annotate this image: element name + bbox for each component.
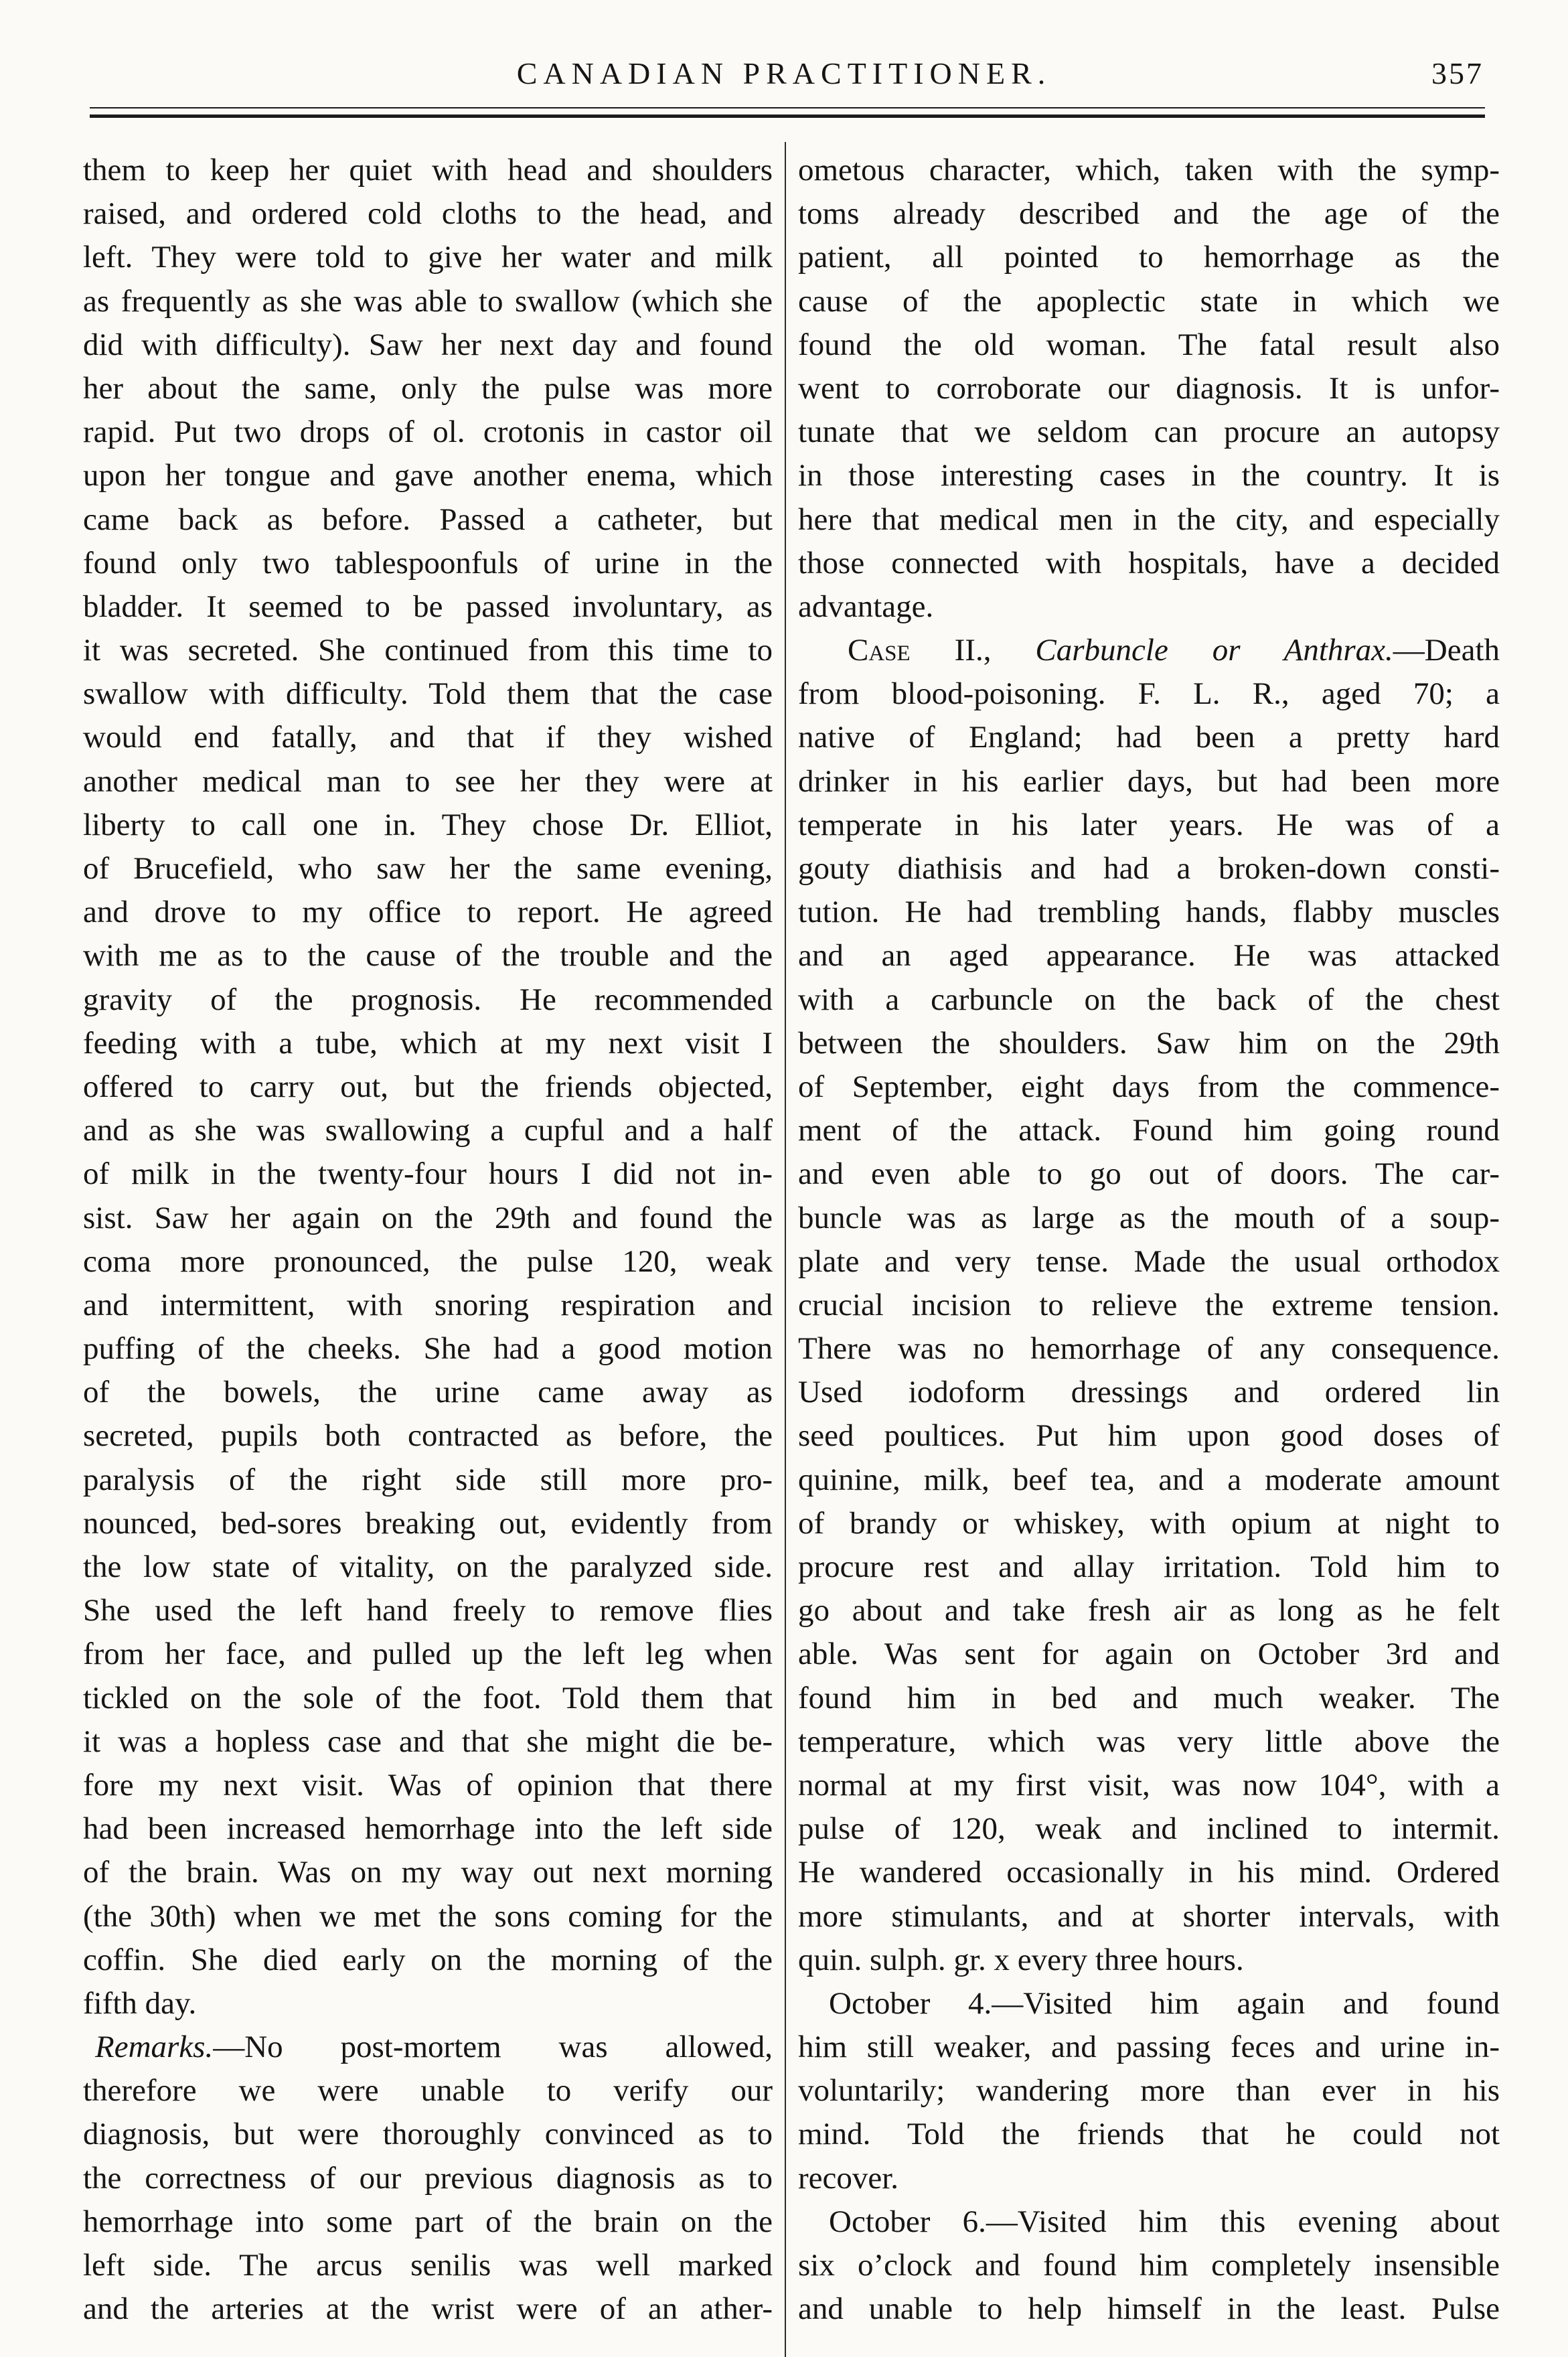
running-title: CANADIAN PRACTITIONER. — [516, 56, 1052, 90]
text-line: between the shoulders. Saw him on the 29th — [798, 1025, 1500, 1061]
text-line: went to corroborate our diagnosis. It is unfor- — [798, 370, 1500, 406]
text-line: seed poultices. Put him upon good doses of — [798, 1418, 1500, 1454]
text-line: the correctness of our previous diagnosis as to — [83, 2160, 773, 2196]
case-heading-rest: —Death — [1393, 633, 1500, 668]
header-rule-thick — [90, 115, 1485, 118]
text-line: Used iodoform dressings and ordered lin — [798, 1375, 1500, 1410]
text-line: crucial incision to relieve the extreme tension. — [798, 1287, 1500, 1322]
text-line: bladder. It seemed to be passed involuntary, as — [83, 589, 773, 624]
remarks-first-line-text: —No post-mortem was allowed, — [213, 2030, 773, 2065]
text-line: sist. Saw her again on the 29th and found the — [83, 1200, 773, 1235]
text-line: advantage. — [798, 589, 934, 624]
case-ii-paragraph — [798, 629, 1500, 1982]
text-line: plate and very tense. Made the usual orthodox — [798, 1243, 1500, 1279]
text-line: and an aged appearance. He was attacked — [798, 938, 1500, 974]
text-line: it was a hopless case and that she might die be- — [83, 1724, 773, 1759]
text-line: of brandy or whiskey, with opium at night to — [798, 1505, 1500, 1541]
remarks-label: Remarks. — [95, 2030, 214, 2065]
text-line: able. Was sent for again on October 3rd and — [798, 1637, 1500, 1672]
text-line: and as she was swallowing a cupful and a half — [83, 1113, 773, 1148]
text-line: of the bowels, the urine came away as — [83, 1375, 773, 1410]
text-line: found the old woman. The fatal result also — [798, 327, 1500, 362]
text-line: quinine, milk, beef tea, and a moderate amount — [798, 1462, 1500, 1497]
text-line: October 4.—Visited him again and found — [829, 1985, 1500, 2021]
text-line: came back as before. Passed a catheter, but — [83, 502, 773, 537]
text-line: six o’clock and found him completely insensible — [798, 2248, 1500, 2283]
text-line: temperature, which was very little above the — [798, 1724, 1500, 1759]
text-line: in those interesting cases in the country. It is — [798, 458, 1500, 493]
text-line: ometous character, which, taken with the symp- — [798, 153, 1500, 187]
text-line: voluntarily; wandering more than ever in his — [798, 2073, 1500, 2109]
text-line: the low state of vitality, on the paralyzed side. — [83, 1549, 773, 1584]
text-line: from her face, and pulled up the left leg when — [83, 1637, 773, 1672]
text-line: them to keep her quiet with head and shoulders — [83, 153, 773, 187]
text-line: He wandered occasionally in his mind. Ordered — [798, 1855, 1500, 1890]
text-line: nounced, bed-sores breaking out, evidently from — [83, 1505, 773, 1541]
header-rule-thin — [90, 107, 1485, 108]
text-line: of milk in the twenty-four hours I did not in- — [83, 1156, 773, 1192]
text-line: and even able to go out of doors. The car- — [798, 1156, 1500, 1192]
text-line: left side. The arcus senilis was well marked — [83, 2248, 773, 2283]
text-line: (the 30th) when we met the sons coming for the — [83, 1898, 773, 1934]
text-line: puffing of the cheeks. She had a good motion — [83, 1331, 773, 1367]
case-heading-line — [798, 629, 1500, 672]
case-ii-lines — [798, 672, 1500, 1982]
text-line: would end fatally, and that if they wished — [83, 720, 773, 755]
text-line: paralysis of the right side still more pro- — [83, 1462, 773, 1497]
text-line: tunate that we seldom can procure an autopsy — [798, 414, 1500, 450]
continued-paragraph — [83, 149, 773, 2026]
text-line: and intermittent, with snoring respiration and — [83, 1287, 773, 1322]
text-line: patient, all pointed to hemorrhage as the — [798, 240, 1500, 275]
text-line: coffin. She died early on the morning of the — [83, 1942, 773, 1977]
text-line: swallow with difficulty. Told them that the case — [83, 676, 773, 712]
text-line: tution. He had trembling hands, flabby muscles — [798, 895, 1500, 930]
text-line: mind. Told the friends that he could not — [798, 2117, 1500, 2152]
text-line: coma more pronounced, the pulse 120, weak — [83, 1243, 773, 1279]
text-line: and drove to my office to report. He agreed — [83, 895, 773, 930]
text-line: found him in bed and much weaker. The — [798, 1680, 1500, 1716]
text-line: therefore we were unable to verify our — [83, 2073, 773, 2109]
text-line: buncle was as large as the mouth of a soup- — [798, 1200, 1500, 1235]
text-line: go about and take fresh air as long as he felt — [798, 1593, 1500, 1628]
text-line: drinker in his earlier days, but had been more — [798, 763, 1500, 799]
text-line: had been increased hemorrhage into the left side — [83, 1811, 773, 1847]
text-line: of Brucefield, who saw her the same evening, — [83, 851, 773, 886]
text-line: procure rest and allay irritation. Told him to — [798, 1549, 1500, 1584]
text-line: ment of the attack. Found him going round — [798, 1113, 1500, 1148]
text-line: diagnosis, but were thoroughly convinced as to — [83, 2117, 773, 2152]
remarks-lines — [83, 2069, 773, 2331]
october-4-paragraph — [798, 1982, 1500, 2200]
right-column — [798, 149, 1500, 2331]
text-line: and the arteries at the wrist were of an ather- — [83, 2291, 773, 2327]
october-6-paragraph — [798, 2200, 1500, 2332]
text-line: another medical man to see her they were at — [83, 763, 773, 799]
text-line: of September, eight days from the commence- — [798, 1069, 1500, 1104]
text-line: more stimulants, and at shorter intervals, with — [798, 1898, 1500, 1934]
text-line: it was secreted. She continued from this time to — [83, 633, 773, 668]
remarks-first-line — [83, 2026, 773, 2069]
text-line: gouty diathisis and had a broken-down consti- — [798, 851, 1500, 886]
text-line: fifth day. — [83, 1985, 197, 2021]
text-line: him still weaker, and passing feces and urine in- — [798, 2030, 1500, 2065]
left-column — [83, 149, 773, 2331]
case-label: Case — [848, 633, 911, 668]
text-line: did with difficulty). Saw her next day and found — [83, 327, 773, 362]
text-line: feeding with a tube, which at my next visit I — [83, 1025, 773, 1061]
text-line: here that medical men in the city, and especially — [798, 502, 1500, 537]
text-line: as frequently as she was able to swallow (which she — [83, 283, 773, 319]
text-line: those connected with hospitals, have a decided — [798, 545, 1500, 581]
case-number: II., — [954, 633, 992, 668]
text-line: raised, and ordered cold cloths to the head, and — [83, 196, 773, 232]
page-number: 357 — [1431, 56, 1484, 90]
text-line: pulse of 120, weak and inclined to intermit. — [798, 1811, 1500, 1847]
text-line: with me as to the cause of the trouble and the — [83, 938, 773, 974]
text-line: recover. — [798, 2160, 899, 2196]
text-line: offered to carry out, but the friends objected, — [83, 1069, 773, 1104]
text-line: native of England; had been a pretty hard — [798, 720, 1500, 755]
text-line: of the brain. Was on my way out next morning — [83, 1855, 773, 1890]
text-line: secreted, pupils both contracted as before, the — [83, 1418, 773, 1454]
case-title: Carbuncle or Anthrax. — [1035, 633, 1393, 668]
column-divider — [785, 142, 786, 2357]
text-line: from blood-poisoning. F. L. R., aged 70; a — [798, 676, 1500, 712]
text-line: rapid. Put two drops of ol. crotonis in castor oil — [83, 414, 773, 450]
text-line: liberty to call one in. They chose Dr. Elliot, — [83, 807, 773, 842]
text-line: her about the same, only the pulse was more — [83, 370, 773, 406]
remarks-paragraph — [83, 2026, 773, 2331]
text-line: toms already described and the age of the — [798, 196, 1500, 232]
text-line: quin. sulph. gr. x every three hours. — [798, 1942, 1244, 1977]
text-line: October 6.—Visited him this evening about — [829, 2204, 1500, 2239]
text-line: with a carbuncle on the back of the chest — [798, 982, 1500, 1017]
text-line: left. They were told to give her water and milk — [83, 240, 773, 275]
text-line: tickled on the sole of the foot. Told them that — [83, 1680, 773, 1716]
text-line: gravity of the prognosis. He recommended — [83, 982, 773, 1017]
continued-paragraph — [798, 149, 1500, 629]
text-line: cause of the apoplectic state in which we — [798, 283, 1500, 319]
text-line: upon her tongue and gave another enema, which — [83, 458, 773, 493]
text-line: and unable to help himself in the least. Pulse — [798, 2291, 1500, 2327]
text-line: There was no hemorrhage of any consequence. — [798, 1331, 1500, 1367]
text-line: She used the left hand freely to remove flies — [83, 1593, 773, 1628]
text-line: temperate in his later years. He was of a — [798, 807, 1500, 842]
text-line: hemorrhage into some part of the brain on the — [83, 2204, 773, 2239]
text-line: found only two tablespoonfuls of urine in the — [83, 545, 773, 581]
text-line: fore my next visit. Was of opinion that there — [83, 1767, 773, 1803]
text-line: normal at my first visit, was now 104°, with a — [798, 1767, 1500, 1803]
